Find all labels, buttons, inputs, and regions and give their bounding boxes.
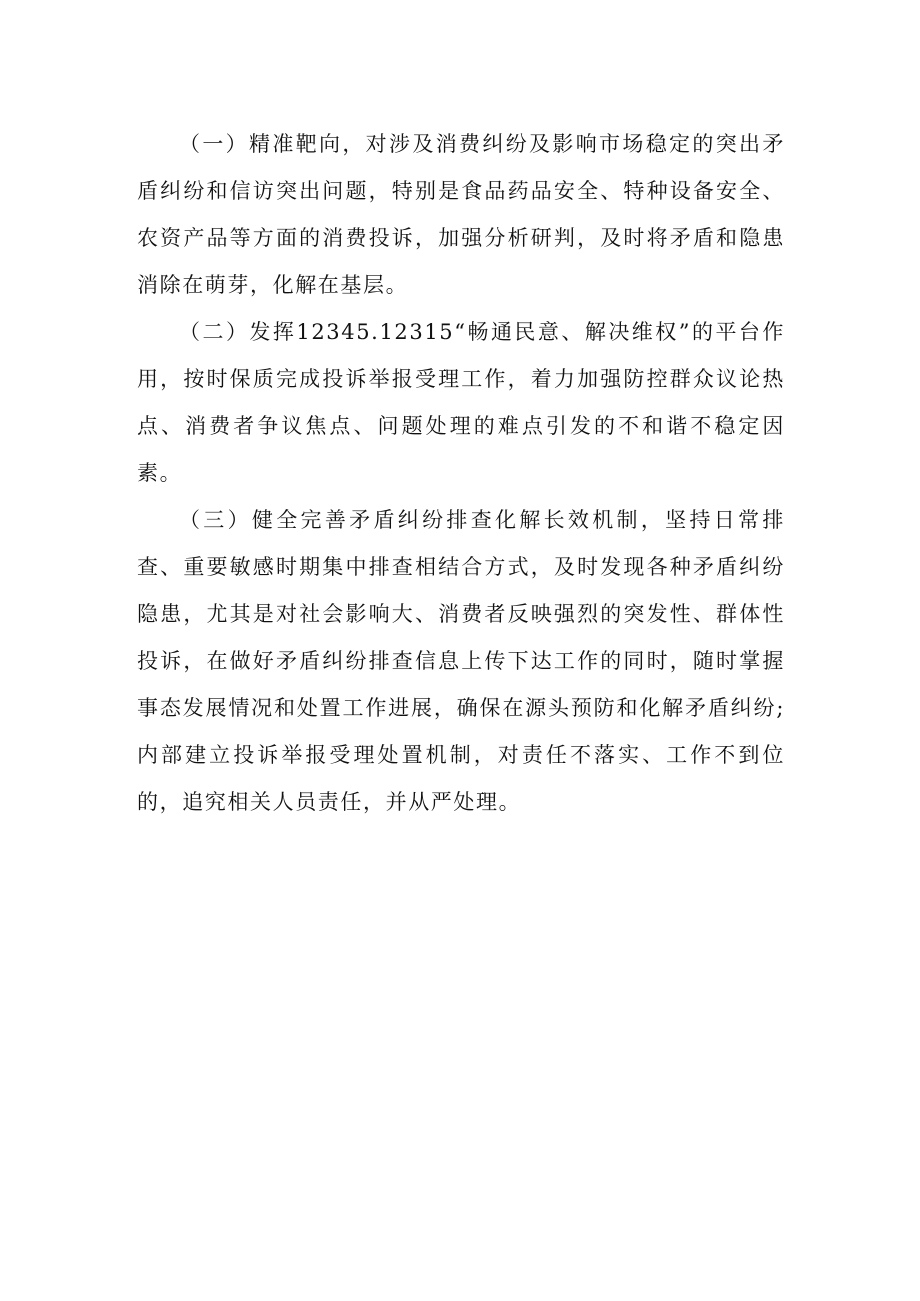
paragraph-1: （一）精准靶向，对涉及消费纠纷及影响市场稳定的突出矛盾纠纷和信访突出问题，特别是食品药品安全、特种设备安全、农资产品等方面的消费投诉，加强分析研判，及时将矛盾和隐患消除在萌芽，化解在基层。	[137, 132, 785, 297]
document-body	[137, 121, 785, 826]
paragraph-2: （二）发挥12345.12315“畅通民意、解决维权”的平台作用，按时保质完成投诉举报受理工作，着力加强防控群众议论热点、消费者争议焦点、问题处理的难点引发的不和谐不稳定因素。	[137, 320, 785, 485]
paragraph-3: （三）健全完善矛盾纠纷排查化解长效机制，坚持日常排查、重要敏感时期集中排查相结合方式，及时发现各种矛盾纠纷隐患，尤其是对社会影响大、消费者反映强烈的突发性、群体性投诉，在做好矛盾纠纷排查信息上传下达工作的同时，随时掌握事态发展情况和处置工作进展，确保在源头预防和化解矛盾纠纷;内部建立投诉举报受理处置机制，对责任不落实、工作不到位的，追究相关人员责任，并从严处理。	[137, 508, 785, 814]
